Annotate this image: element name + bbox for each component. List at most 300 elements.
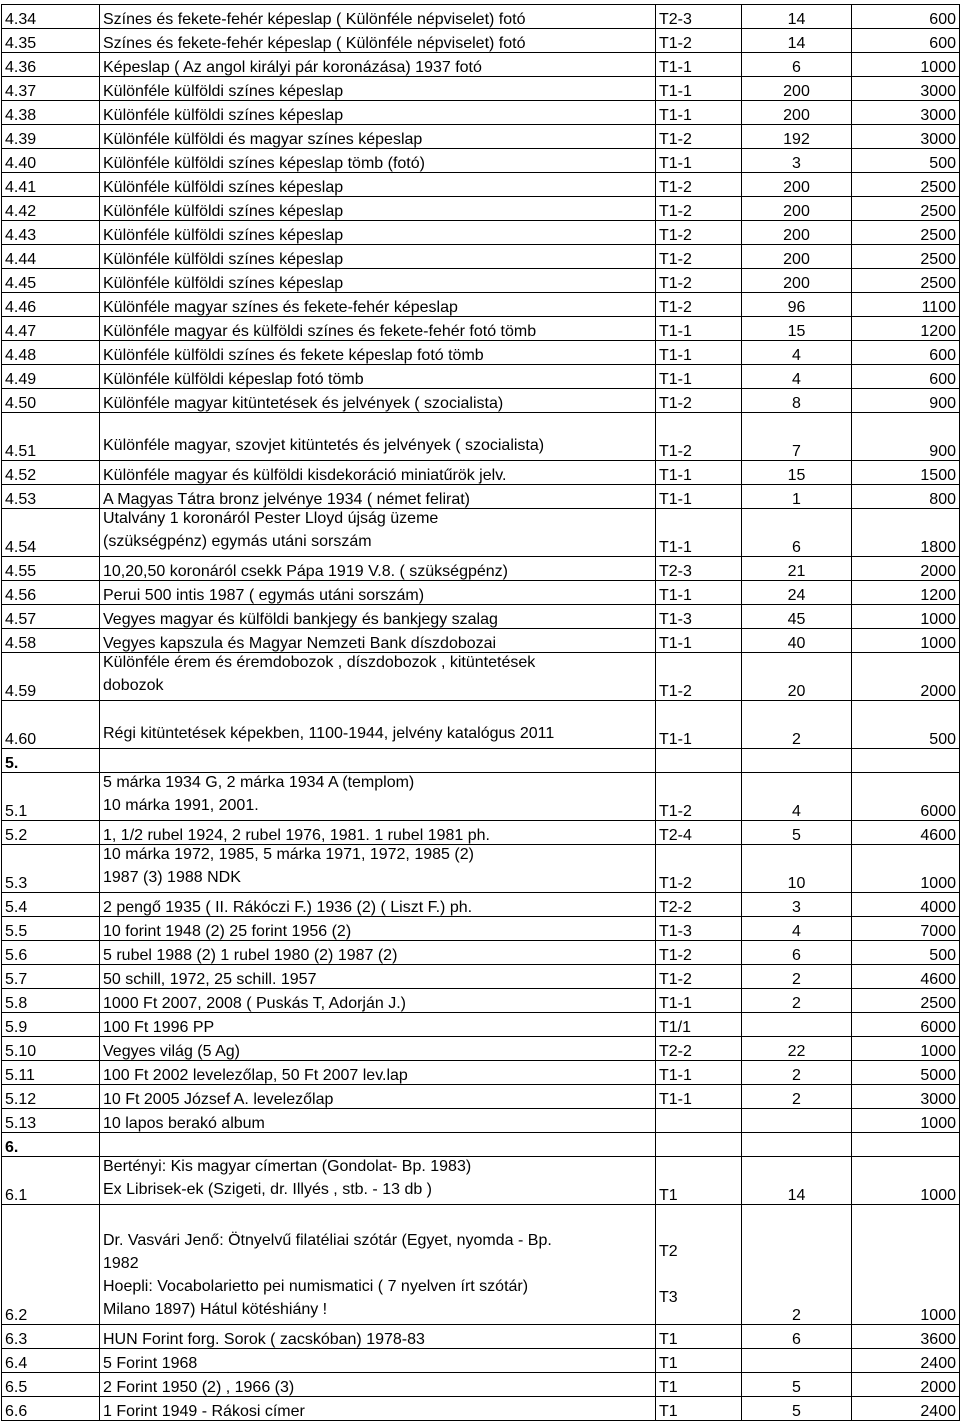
lot-quantity: 2 bbox=[742, 1061, 852, 1085]
lot-description bbox=[100, 173, 656, 197]
lot-quantity: 2 bbox=[742, 701, 852, 749]
description-line: 10 lapos berakó album bbox=[103, 1115, 265, 1132]
lot-condition: T1 bbox=[656, 1397, 742, 1421]
lot-condition: T2-3 bbox=[656, 557, 742, 581]
description-line: Bertényi: Kis magyar címertan (Gondolat- Bp. 1983) bbox=[103, 1158, 472, 1175]
lot-quantity: 15 bbox=[742, 317, 852, 341]
lot-description bbox=[100, 413, 656, 461]
lot-quantity: 14 bbox=[742, 5, 852, 29]
lot-starting-price: 900 bbox=[852, 413, 960, 461]
description-line: 5 rubel 1988 (2) 1 rubel 1980 (2) 1987 (2) bbox=[103, 947, 398, 964]
lot-row bbox=[2, 1397, 960, 1421]
lot-starting-price: 7000 bbox=[852, 917, 960, 941]
lot-quantity: 2 bbox=[742, 1085, 852, 1109]
lot-condition: T1-2 bbox=[656, 293, 742, 317]
lot-number: 4.38 bbox=[2, 101, 100, 125]
lot-number: 4.59 bbox=[2, 653, 100, 701]
lot-row bbox=[2, 245, 960, 269]
lot-number: 5.2 bbox=[2, 821, 100, 845]
auction-lot-table bbox=[1, 4, 960, 1421]
lot-description bbox=[100, 389, 656, 413]
description-line: (szükségpénz) egymás utáni sorszám bbox=[103, 533, 372, 550]
lot-starting-price: 2500 bbox=[852, 989, 960, 1013]
lot-description bbox=[100, 557, 656, 581]
lot-condition: T1-1 bbox=[656, 509, 742, 557]
lot-quantity: 6 bbox=[742, 509, 852, 557]
lot-starting-price: 500 bbox=[852, 701, 960, 749]
lot-starting-price: 600 bbox=[852, 365, 960, 389]
lot-row bbox=[2, 653, 960, 701]
lot-condition: T1-2 bbox=[656, 941, 742, 965]
lot-starting-price: 3000 bbox=[852, 77, 960, 101]
lot-quantity: 45 bbox=[742, 605, 852, 629]
lot-starting-price: 2000 bbox=[852, 653, 960, 701]
lot-description bbox=[100, 293, 656, 317]
lot-number: 4.58 bbox=[2, 629, 100, 653]
lot-starting-price: 800 bbox=[852, 485, 960, 509]
lot-condition: T1-2 bbox=[656, 269, 742, 293]
lot-condition: T1-2 bbox=[656, 773, 742, 821]
lot-number: 4.55 bbox=[2, 557, 100, 581]
lot-condition: T2-2 bbox=[656, 893, 742, 917]
lot-number: 4.49 bbox=[2, 365, 100, 389]
lot-quantity: 200 bbox=[742, 197, 852, 221]
lot-quantity: 22 bbox=[742, 1037, 852, 1061]
description-line: Különféle külföldi színes képeslap bbox=[103, 275, 344, 292]
lot-row bbox=[2, 53, 960, 77]
lot-starting-price: 1200 bbox=[852, 317, 960, 341]
description-line: 2 Forint 1950 (2) , 1966 (3) bbox=[103, 1379, 295, 1396]
lot-description bbox=[100, 581, 656, 605]
lot-quantity: 200 bbox=[742, 269, 852, 293]
lot-row bbox=[2, 893, 960, 917]
lot-row bbox=[2, 821, 960, 845]
lot-row bbox=[2, 149, 960, 173]
lot-quantity: 200 bbox=[742, 221, 852, 245]
lot-condition: T1-2 bbox=[656, 197, 742, 221]
lot-condition: T1-1 bbox=[656, 149, 742, 173]
description-line: Színes és fekete-fehér képeslap ( Különféle népviselet) fotó bbox=[103, 35, 526, 52]
lot-condition: T1-1 bbox=[656, 317, 742, 341]
description-line: 10 forint 1948 (2) 25 forint 1956 (2) bbox=[103, 923, 352, 940]
lot-quantity: 14 bbox=[742, 29, 852, 53]
lot-starting-price: 2500 bbox=[852, 269, 960, 293]
lot-description bbox=[100, 773, 656, 821]
lot-condition bbox=[656, 1133, 742, 1157]
lot-description bbox=[100, 941, 656, 965]
lot-starting-price: 2000 bbox=[852, 1373, 960, 1397]
lot-condition: T1-2 bbox=[656, 173, 742, 197]
lot-quantity: 6 bbox=[742, 941, 852, 965]
lot-number: 5.12 bbox=[2, 1085, 100, 1109]
lot-number: 4.45 bbox=[2, 269, 100, 293]
lot-quantity: 14 bbox=[742, 1157, 852, 1205]
lot-quantity: 6 bbox=[742, 53, 852, 77]
lot-condition: T1/1 bbox=[656, 1013, 742, 1037]
lot-number: 5.7 bbox=[2, 965, 100, 989]
lot-description bbox=[100, 1373, 656, 1397]
lot-number: 5.10 bbox=[2, 1037, 100, 1061]
lot-quantity: 7 bbox=[742, 413, 852, 461]
lot-condition: T1-3 bbox=[656, 917, 742, 941]
lot-quantity: 2 bbox=[742, 989, 852, 1013]
lot-starting-price: 1000 bbox=[852, 845, 960, 893]
lot-condition: T1-2 bbox=[656, 125, 742, 149]
lot-row bbox=[2, 773, 960, 821]
lot-description bbox=[100, 605, 656, 629]
lot-quantity: 4 bbox=[742, 773, 852, 821]
description-line: Utalvány 1 koronáról Pester Lloyd újság üzeme bbox=[103, 510, 439, 527]
description-line: Különféle külföldi színes képeslap bbox=[103, 251, 344, 268]
lot-row bbox=[2, 1013, 960, 1037]
lot-description bbox=[100, 245, 656, 269]
lot-number: 4.51 bbox=[2, 413, 100, 461]
lot-row bbox=[2, 1085, 960, 1109]
description-line: Vegyes kapszula és Magyar Nemzeti Bank díszdobozai bbox=[103, 635, 497, 652]
lot-starting-price: 2500 bbox=[852, 221, 960, 245]
lot-quantity: 6 bbox=[742, 1325, 852, 1349]
description-line: Dr. Vasvári Jenő: Ötnyelvű filatéliai szótár (Egyet, nyomda - Bp. bbox=[103, 1232, 552, 1249]
lot-starting-price: 3000 bbox=[852, 101, 960, 125]
lot-starting-price: 1000 bbox=[852, 1109, 960, 1133]
lot-description bbox=[100, 485, 656, 509]
description-line: Régi kitüntetések képekben, 1100-1944, jelvény katalógus 2011 bbox=[103, 725, 555, 742]
lot-description bbox=[100, 1205, 656, 1325]
lot-number: 5.9 bbox=[2, 1013, 100, 1037]
lot-description bbox=[100, 53, 656, 77]
lot-row bbox=[2, 317, 960, 341]
description-line: Milano 1897) Hátul kötéshiány ! bbox=[103, 1301, 328, 1318]
lot-number: 4.44 bbox=[2, 245, 100, 269]
lot-starting-price bbox=[852, 749, 960, 773]
lot-row bbox=[2, 509, 960, 557]
lot-row bbox=[2, 989, 960, 1013]
description-line: HUN Forint forg. Sorok ( zacskóban) 1978-83 bbox=[103, 1331, 425, 1348]
lot-quantity bbox=[742, 1349, 852, 1373]
lot-number: 4.40 bbox=[2, 149, 100, 173]
lot-number: 6.4 bbox=[2, 1349, 100, 1373]
lot-starting-price: 600 bbox=[852, 341, 960, 365]
lot-description bbox=[100, 317, 656, 341]
lot-quantity: 5 bbox=[742, 1373, 852, 1397]
lot-row bbox=[2, 941, 960, 965]
lot-quantity bbox=[742, 1013, 852, 1037]
lot-quantity: 2 bbox=[742, 1205, 852, 1325]
lot-description bbox=[100, 989, 656, 1013]
lot-number: 5.13 bbox=[2, 1109, 100, 1133]
lot-row bbox=[2, 77, 960, 101]
lot-row bbox=[2, 629, 960, 653]
lot-row bbox=[2, 701, 960, 749]
lot-condition bbox=[656, 1109, 742, 1133]
lot-description bbox=[100, 5, 656, 29]
lot-number: 4.56 bbox=[2, 581, 100, 605]
lot-starting-price: 900 bbox=[852, 389, 960, 413]
lot-description bbox=[100, 341, 656, 365]
lot-starting-price: 1800 bbox=[852, 509, 960, 557]
lot-number: 4.41 bbox=[2, 173, 100, 197]
lot-starting-price: 500 bbox=[852, 149, 960, 173]
lot-starting-price: 1000 bbox=[852, 629, 960, 653]
lot-starting-price: 1100 bbox=[852, 293, 960, 317]
lot-starting-price: 3000 bbox=[852, 1085, 960, 1109]
lot-row bbox=[2, 1109, 960, 1133]
description-line: 10 márka 1991, 2001. bbox=[103, 797, 259, 814]
lot-description bbox=[100, 365, 656, 389]
lot-description bbox=[100, 461, 656, 485]
lot-number: 4.48 bbox=[2, 341, 100, 365]
lot-quantity: 96 bbox=[742, 293, 852, 317]
description-line: A Magyas Tátra bronz jelvénye 1934 ( német felirat) bbox=[103, 491, 470, 508]
lot-condition: T1-3 bbox=[656, 605, 742, 629]
description-line: dobozok bbox=[103, 677, 164, 694]
lot-condition: T1-1 bbox=[656, 461, 742, 485]
lot-quantity: 200 bbox=[742, 77, 852, 101]
lot-quantity: 200 bbox=[742, 245, 852, 269]
lot-condition: T1-1 bbox=[656, 77, 742, 101]
lot-description bbox=[100, 77, 656, 101]
description-line: Különféle magyar színes és fekete-fehér képeslap bbox=[103, 299, 458, 316]
lot-description bbox=[100, 749, 656, 773]
lot-condition bbox=[656, 749, 742, 773]
lot-condition: T2 T3 bbox=[656, 1205, 742, 1325]
lot-condition: T1-1 bbox=[656, 1085, 742, 1109]
description-line: Különféle magyar, szovjet kitüntetés és jelvények ( szocialista) bbox=[103, 437, 545, 454]
lot-description bbox=[100, 125, 656, 149]
lot-number: 5.3 bbox=[2, 845, 100, 893]
lot-condition: T2-4 bbox=[656, 821, 742, 845]
lot-number: 4.47 bbox=[2, 317, 100, 341]
lot-number: 4.57 bbox=[2, 605, 100, 629]
description-line: Különféle külföldi színes képeslap bbox=[103, 203, 344, 220]
lot-number: 4.52 bbox=[2, 461, 100, 485]
lot-starting-price: 1500 bbox=[852, 461, 960, 485]
lot-table-body bbox=[2, 5, 960, 1421]
lot-number: 4.34 bbox=[2, 5, 100, 29]
lot-starting-price: 600 bbox=[852, 5, 960, 29]
lot-starting-price: 4600 bbox=[852, 965, 960, 989]
lot-number: 5.11 bbox=[2, 1061, 100, 1085]
lot-quantity bbox=[742, 749, 852, 773]
lot-description bbox=[100, 1133, 656, 1157]
lot-row bbox=[2, 197, 960, 221]
lot-row bbox=[2, 917, 960, 941]
lot-number: 4.39 bbox=[2, 125, 100, 149]
lot-condition: T1-1 bbox=[656, 53, 742, 77]
description-line: Hoepli: Vocabolarietto pei numismatici ( 7 nyelven írt szótár) bbox=[103, 1278, 529, 1295]
lot-starting-price: 1000 bbox=[852, 1157, 960, 1205]
lot-quantity: 15 bbox=[742, 461, 852, 485]
description-line: 100 Ft 1996 PP bbox=[103, 1019, 215, 1036]
lot-quantity: 5 bbox=[742, 1397, 852, 1421]
lot-row bbox=[2, 1325, 960, 1349]
description-line: Különféle magyar és külföldi színes és fekete-fehér fotó tömb bbox=[103, 323, 537, 340]
lot-starting-price: 4000 bbox=[852, 893, 960, 917]
lot-description bbox=[100, 221, 656, 245]
lot-number: 6.5 bbox=[2, 1373, 100, 1397]
description-line: Ex Librisek-ek (Szigeti, dr. Illyés , stb. - 13 db ) bbox=[103, 1181, 433, 1198]
description-line bbox=[103, 414, 652, 437]
lot-starting-price: 2000 bbox=[852, 557, 960, 581]
lot-starting-price: 5000 bbox=[852, 1061, 960, 1085]
lot-condition: T1-2 bbox=[656, 965, 742, 989]
lot-quantity: 3 bbox=[742, 893, 852, 917]
description-line: 1982 bbox=[103, 1255, 139, 1272]
description-line: Különféle külföldi színes képeslap bbox=[103, 179, 344, 196]
lot-starting-price: 500 bbox=[852, 941, 960, 965]
description-line: Különféle külföldi színes képeslap bbox=[103, 107, 344, 124]
lot-condition: T1-2 bbox=[656, 413, 742, 461]
lot-quantity: 4 bbox=[742, 341, 852, 365]
lot-starting-price: 2400 bbox=[852, 1397, 960, 1421]
lot-number: 4.37 bbox=[2, 77, 100, 101]
lot-quantity: 200 bbox=[742, 173, 852, 197]
lot-description bbox=[100, 701, 656, 749]
lot-number: 4.50 bbox=[2, 389, 100, 413]
description-line: Különféle magyar és külföldi kisdekoráció miniatűrök jelv. bbox=[103, 467, 507, 484]
description-line: Perui 500 intis 1987 ( egymás utáni sorszám) bbox=[103, 587, 425, 604]
section-number: 6. bbox=[2, 1133, 100, 1157]
lot-starting-price: 6000 bbox=[852, 773, 960, 821]
lot-quantity bbox=[742, 1133, 852, 1157]
lot-quantity: 40 bbox=[742, 629, 852, 653]
lot-condition: T1-2 bbox=[656, 653, 742, 701]
description-line: 10,20,50 koronáról csekk Pápa 1919 V.8. ( szükségpénz) bbox=[103, 563, 508, 580]
description-line: Különféle külföldi színes képeslap tömb (fotó) bbox=[103, 155, 425, 172]
lot-starting-price: 600 bbox=[852, 29, 960, 53]
lot-condition: T1-2 bbox=[656, 845, 742, 893]
lot-starting-price: 3000 bbox=[852, 125, 960, 149]
lot-row bbox=[2, 749, 960, 773]
lot-condition: T1-1 bbox=[656, 1061, 742, 1085]
lot-condition: T1-1 bbox=[656, 701, 742, 749]
lot-starting-price: 1000 bbox=[852, 53, 960, 77]
lot-number: 4.46 bbox=[2, 293, 100, 317]
lot-starting-price: 2500 bbox=[852, 245, 960, 269]
lot-description bbox=[100, 1037, 656, 1061]
lot-condition: T1-1 bbox=[656, 101, 742, 125]
lot-description bbox=[100, 1013, 656, 1037]
lot-starting-price: 1000 bbox=[852, 1205, 960, 1325]
lot-condition: T1-2 bbox=[656, 221, 742, 245]
lot-row bbox=[2, 1133, 960, 1157]
lot-quantity: 192 bbox=[742, 125, 852, 149]
description-line: Különféle külföldi és magyar színes képeslap bbox=[103, 131, 423, 148]
description-line: Különféle külföldi képeslap fotó tömb bbox=[103, 371, 364, 388]
lot-row bbox=[2, 101, 960, 125]
lot-row bbox=[2, 1061, 960, 1085]
lot-description bbox=[100, 1109, 656, 1133]
lot-row bbox=[2, 845, 960, 893]
lot-row bbox=[2, 29, 960, 53]
lot-description bbox=[100, 893, 656, 917]
lot-starting-price: 2500 bbox=[852, 197, 960, 221]
lot-number: 4.43 bbox=[2, 221, 100, 245]
lot-description bbox=[100, 1157, 656, 1205]
lot-number: 4.54 bbox=[2, 509, 100, 557]
description-line: Különféle érem és éremdobozok , díszdobozok , kitüntetések bbox=[103, 654, 536, 671]
lot-quantity: 5 bbox=[742, 821, 852, 845]
lot-condition: T1-2 bbox=[656, 245, 742, 269]
lot-row bbox=[2, 293, 960, 317]
description-line: 1, 1/2 rubel 1924, 2 rubel 1976, 1981. 1 rubel 1981 ph. bbox=[103, 827, 490, 844]
description-line: 10 Ft 2005 József A. levelezőlap bbox=[103, 1091, 334, 1108]
lot-condition: T1-1 bbox=[656, 989, 742, 1013]
lot-number: 4.53 bbox=[2, 485, 100, 509]
lot-row bbox=[2, 965, 960, 989]
lot-quantity bbox=[742, 1109, 852, 1133]
lot-starting-price: 1000 bbox=[852, 1037, 960, 1061]
lot-row bbox=[2, 461, 960, 485]
lot-condition: T1 bbox=[656, 1157, 742, 1205]
lot-row bbox=[2, 389, 960, 413]
lot-row bbox=[2, 221, 960, 245]
lot-description bbox=[100, 1325, 656, 1349]
lot-number: 4.36 bbox=[2, 53, 100, 77]
description-line: 1000 Ft 2007, 2008 ( Puskás T, Adorján J.) bbox=[103, 995, 406, 1012]
description-line: Képeslap ( Az angol királyi pár koronázása) 1937 fotó bbox=[103, 59, 482, 76]
lot-row bbox=[2, 557, 960, 581]
lot-description bbox=[100, 1397, 656, 1421]
description-line: Különféle külföldi színes képeslap bbox=[103, 227, 344, 244]
lot-condition: T1-1 bbox=[656, 629, 742, 653]
lot-number: 5.1 bbox=[2, 773, 100, 821]
lot-description bbox=[100, 197, 656, 221]
lot-row bbox=[2, 413, 960, 461]
lot-number: 5.5 bbox=[2, 917, 100, 941]
lot-quantity: 21 bbox=[742, 557, 852, 581]
lot-row bbox=[2, 125, 960, 149]
lot-quantity: 4 bbox=[742, 917, 852, 941]
lot-row bbox=[2, 1349, 960, 1373]
description-line: 1987 (3) 1988 NDK bbox=[103, 869, 241, 886]
lot-description bbox=[100, 821, 656, 845]
lot-description bbox=[100, 101, 656, 125]
lot-row bbox=[2, 1157, 960, 1205]
lot-number: 6.2 bbox=[2, 1205, 100, 1325]
lot-row bbox=[2, 341, 960, 365]
lot-condition: T1 bbox=[656, 1373, 742, 1397]
lot-number: 6.1 bbox=[2, 1157, 100, 1205]
lot-number: 4.35 bbox=[2, 29, 100, 53]
lot-row bbox=[2, 1205, 960, 1325]
lot-condition: T2-3 bbox=[656, 5, 742, 29]
lot-number: 5.6 bbox=[2, 941, 100, 965]
lot-quantity: 10 bbox=[742, 845, 852, 893]
lot-starting-price: 3600 bbox=[852, 1325, 960, 1349]
lot-condition: T1-1 bbox=[656, 365, 742, 389]
lot-number: 5.4 bbox=[2, 893, 100, 917]
lot-row bbox=[2, 1037, 960, 1061]
lot-starting-price: 2500 bbox=[852, 173, 960, 197]
description-line: 10 márka 1972, 1985, 5 márka 1971, 1972, 1985 (2) bbox=[103, 846, 474, 863]
lot-starting-price: 2400 bbox=[852, 1349, 960, 1373]
description-line: Vegyes magyar és külföldi bankjegy és bankjegy szalag bbox=[103, 611, 498, 628]
lot-number: 4.60 bbox=[2, 701, 100, 749]
lot-condition: T1-2 bbox=[656, 29, 742, 53]
lot-row bbox=[2, 581, 960, 605]
lot-condition: T1 bbox=[656, 1349, 742, 1373]
description-line: Különféle magyar kitüntetések és jelvények ( szocialista) bbox=[103, 395, 504, 412]
lot-description bbox=[100, 629, 656, 653]
lot-description bbox=[100, 845, 656, 893]
description-line: 2 pengő 1935 ( II. Rákóczi F.) 1936 (2) ( Liszt F.) ph. bbox=[103, 899, 473, 916]
description-line: 5 Forint 1968 bbox=[103, 1355, 198, 1372]
lot-description bbox=[100, 1085, 656, 1109]
description-line: 5 márka 1934 G, 2 márka 1934 A (templom) bbox=[103, 774, 415, 791]
lot-quantity: 24 bbox=[742, 581, 852, 605]
description-line: Különféle külföldi színes és fekete képeslap fotó tömb bbox=[103, 347, 484, 364]
